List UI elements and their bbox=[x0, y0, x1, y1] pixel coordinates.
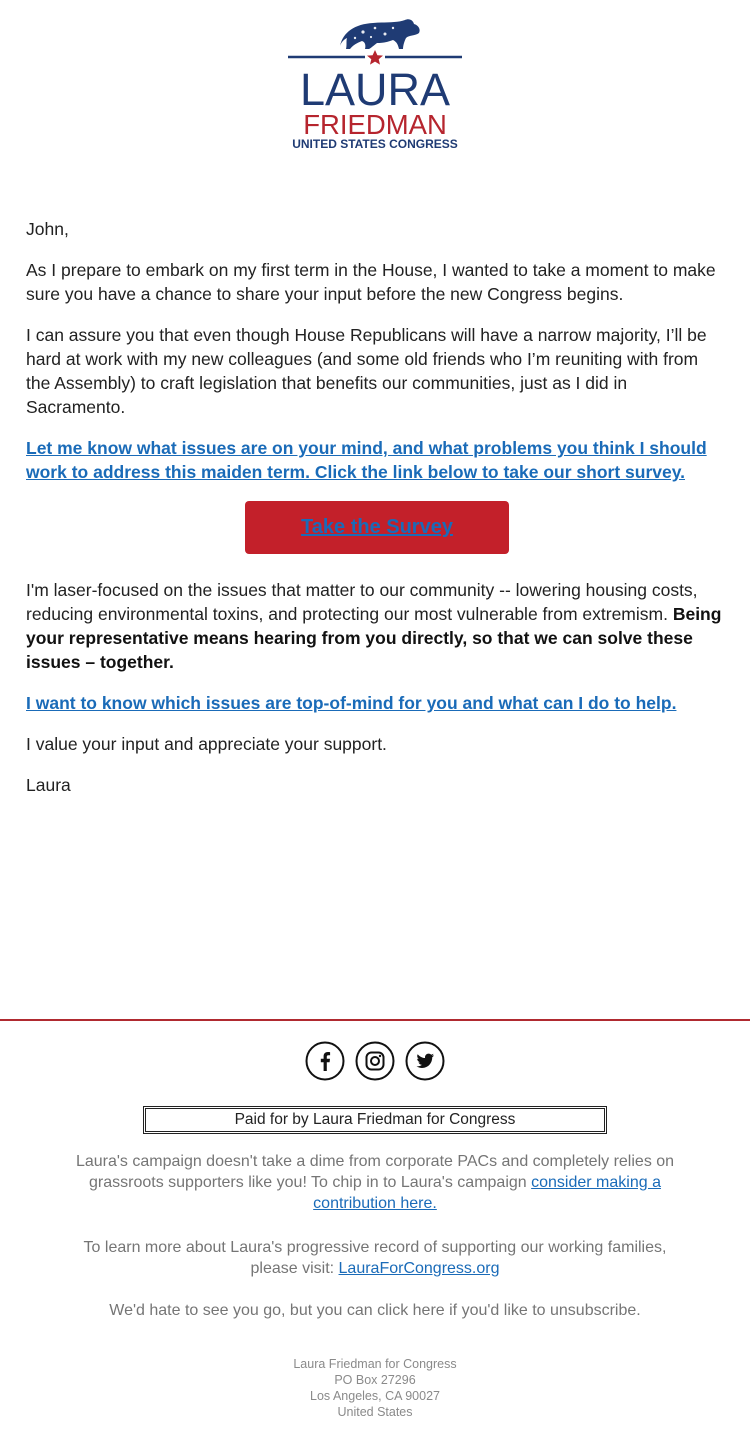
campaign-logo bbox=[0, 14, 750, 154]
facebook-icon[interactable] bbox=[305, 1041, 345, 1081]
star-icon bbox=[367, 50, 383, 65]
paragraph-issues bbox=[26, 578, 726, 674]
issues-text: I'm laser-focused on the issues that matter to our community -- lowering housing costs, reducing environmental toxins, and protecting our most vulnerable from extremism. bbox=[26, 580, 698, 624]
learn-more-note bbox=[75, 1237, 675, 1279]
website-link[interactable]: LauraForCongress.org bbox=[338, 1260, 500, 1277]
address-line: Laura Friedman for Congress bbox=[293, 1357, 457, 1371]
learn-more-text: To learn more about Laura's progressive record of supporting our working families, please visit: bbox=[83, 1239, 667, 1277]
survey-button-row bbox=[26, 501, 726, 554]
contribution-text: Laura's campaign doesn't take a dime from corporate PACs and completely relies on grassroots supporters like you! To chip in to Laura's campaign bbox=[75, 1153, 675, 1191]
contribution-link[interactable]: consider making a contribution here. bbox=[313, 1174, 661, 1212]
help-link-paragraph bbox=[26, 691, 726, 715]
contribution-note bbox=[75, 1151, 675, 1214]
take-survey-button[interactable]: Take the Survey bbox=[245, 501, 509, 554]
help-text-link[interactable]: I want to know which issues are top-of-mind for you and what can I do to help. bbox=[26, 693, 677, 713]
signoff: Laura bbox=[26, 775, 71, 795]
issues-bold-text: Being your representative means hearing from you directly, so that we can solve these issues – together. bbox=[26, 604, 722, 672]
logo-last-name: FRIEDMAN bbox=[303, 109, 447, 140]
greeting: John, bbox=[26, 219, 69, 239]
letter-body bbox=[26, 217, 726, 814]
logo-subtitle: UNITED STATES CONGRESS bbox=[292, 137, 458, 151]
logo-first-name: LAURA bbox=[299, 64, 451, 115]
survey-text-link[interactable]: Let me know what issues are on your mind, and what problems you think I should work to address this maiden term. Click the link below to take our short survey. bbox=[26, 438, 707, 482]
paid-for-disclaimer: Paid for by Laura Friedman for Congress bbox=[143, 1106, 607, 1134]
social-links bbox=[0, 1041, 750, 1081]
paragraph-intro: As I prepare to embark on my first term in the House, I wanted to take a moment to make sure you have a chance to share your input before the new Congress begins. bbox=[26, 260, 716, 304]
bear-icon bbox=[340, 19, 420, 49]
twitter-icon[interactable] bbox=[405, 1041, 445, 1081]
paragraph-thanks: I value your input and appreciate your support. bbox=[26, 734, 387, 754]
address-line: United States bbox=[337, 1405, 413, 1419]
paragraph-majority: I can assure you that even though House Republicans will have a narrow majority, I’ll be hard at work with my new colleagues (and some old friends who I’m reuniting with from the Assembly) to craft legislation that benefits our communities, just as I did in Sacramento. bbox=[26, 325, 707, 417]
instagram-icon[interactable] bbox=[355, 1041, 395, 1081]
address-line: Los Angeles, CA 90027 bbox=[310, 1389, 440, 1403]
survey-link-paragraph bbox=[26, 436, 726, 484]
unsubscribe-link[interactable]: We'd hate to see you go, but you can click here if you'd like to unsubscribe. bbox=[109, 1302, 641, 1319]
address-line: PO Box 27296 bbox=[334, 1373, 416, 1387]
mailing-address bbox=[0, 1356, 750, 1420]
footer-divider bbox=[0, 1019, 750, 1021]
